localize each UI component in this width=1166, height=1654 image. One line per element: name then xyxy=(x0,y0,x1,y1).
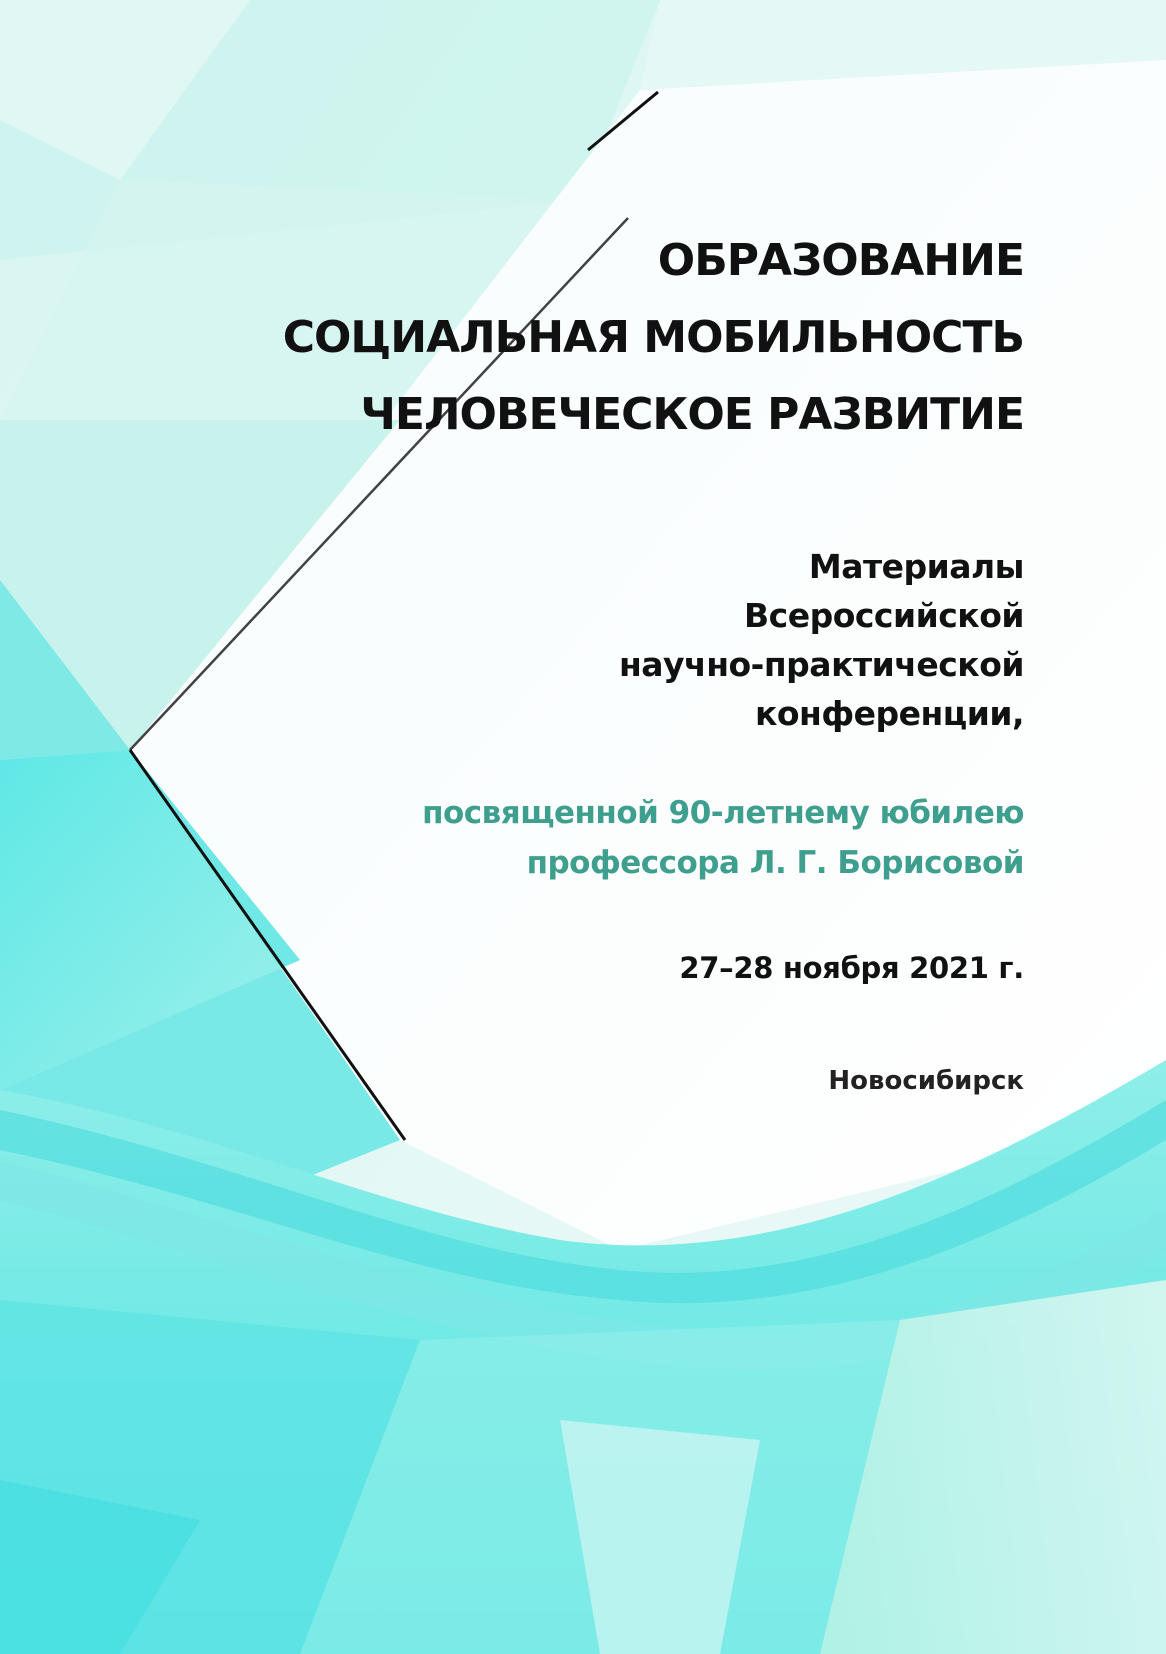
subtitle-line-4: конференции, xyxy=(754,694,1024,733)
subtitle-line-2: Всероссийской xyxy=(743,596,1024,635)
title-line-1: ОБРАЗОВАНИЕ xyxy=(657,235,1024,286)
cover-title xyxy=(283,222,1024,453)
cover-subtitle xyxy=(619,542,1024,738)
title-line-3: ЧЕЛОВЕЧЕСКОЕ РАЗВИТИЕ xyxy=(360,389,1024,440)
cover-dedication xyxy=(422,788,1024,888)
title-line-2: СОЦИАЛЬНАЯ МОБИЛЬНОСТЬ xyxy=(282,312,1024,363)
conference-city: Новосибирск xyxy=(828,1066,1024,1096)
conference-date: 27–28 ноября 2021 г. xyxy=(679,951,1024,985)
dedication-line-2: профессора Л. Г. Борисовой xyxy=(526,845,1024,881)
subtitle-line-1: Материалы xyxy=(808,547,1024,586)
subtitle-line-3: научно-практической xyxy=(618,645,1024,684)
dedication-line-1: посвященной 90-летнему юбилею xyxy=(422,795,1024,831)
